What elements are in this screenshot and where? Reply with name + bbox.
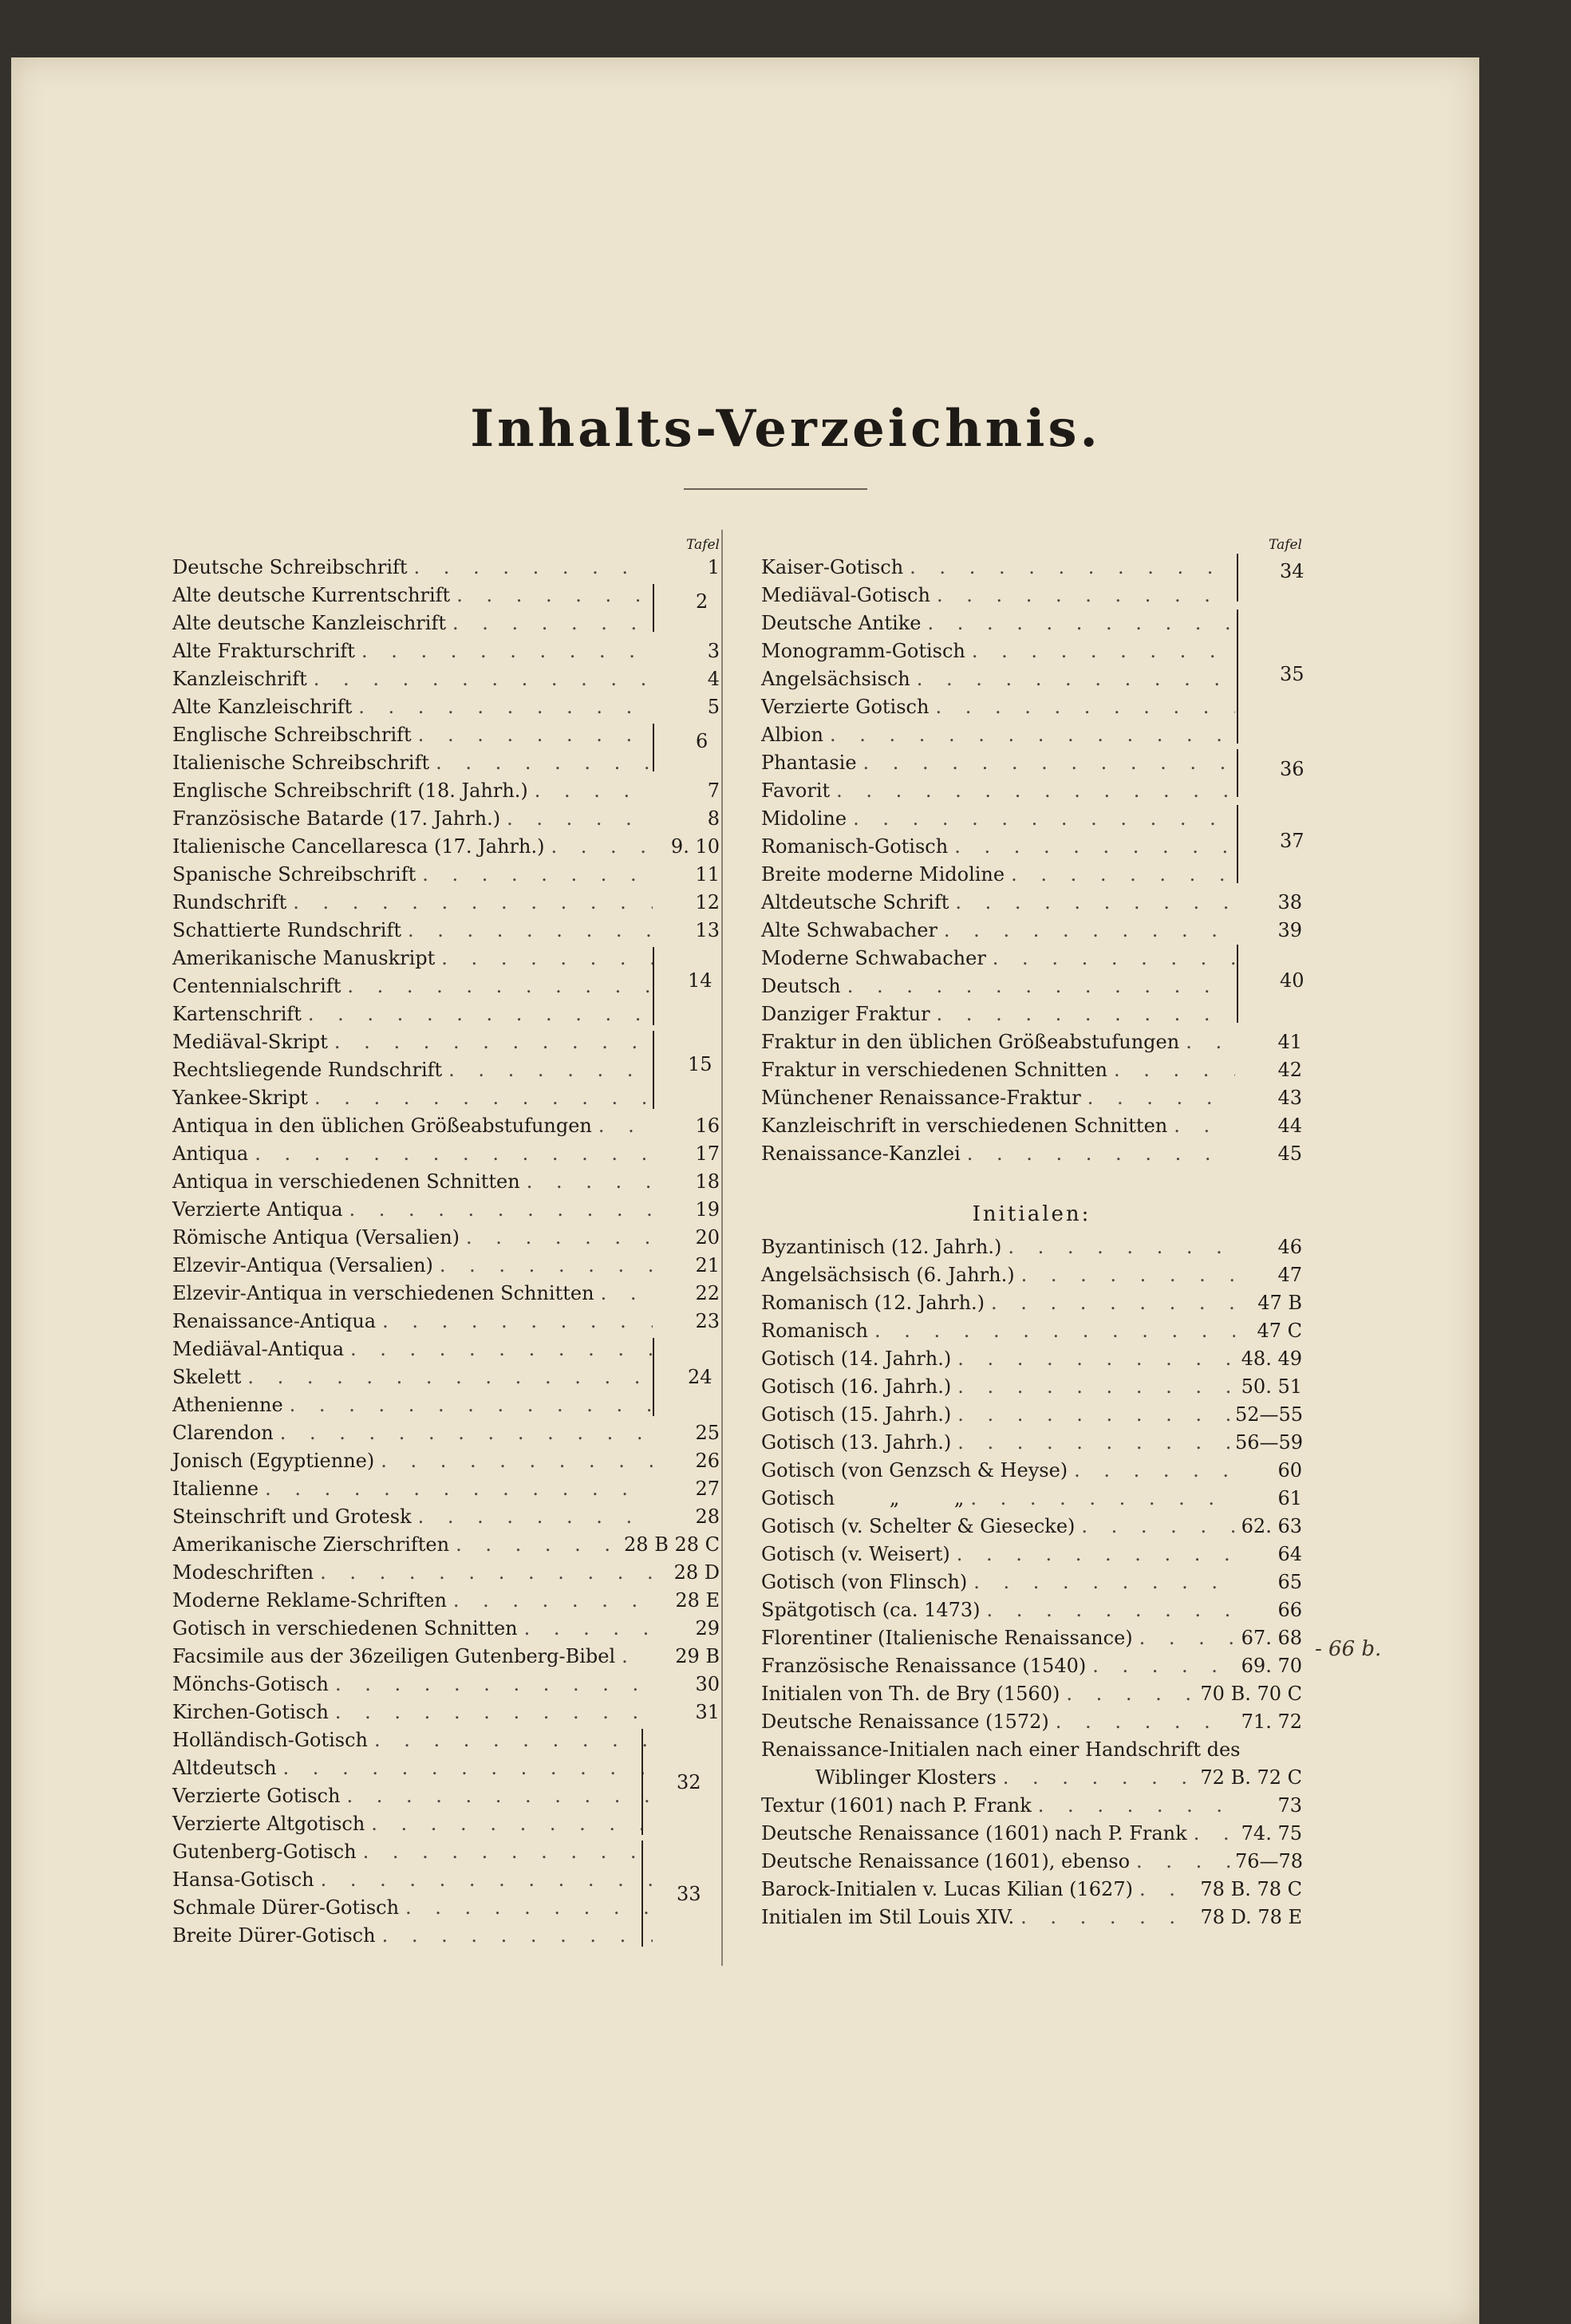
- toc-entry: Amerikanische Manuskript . . .: [172, 945, 720, 973]
- right-column: [761, 536, 1302, 1931]
- toc-entry: Spanische Schreibschrift . . . 11: [172, 861, 720, 889]
- group-plate-number: 35: [1280, 663, 1305, 685]
- toc-entry: Gotisch (16. Jahrh.) . . . 50. 51: [761, 1373, 1302, 1401]
- group-brace: [645, 584, 654, 632]
- toc-entry: Phantasie . . .: [761, 749, 1302, 777]
- toc-entry: Deutsche Renaissance (1572) . . . 71. 72: [761, 1708, 1302, 1736]
- initials-heading: Initialen:: [972, 1202, 1091, 1226]
- toc-entry: Hansa-Gotisch . . .: [172, 1866, 720, 1894]
- toc-entry: Deutsche Antike . . .: [761, 610, 1302, 637]
- toc-entry: Mediäval-Gotisch . . .: [761, 582, 1302, 610]
- toc-entry: Monogramm-Gotisch . . .: [761, 637, 1302, 665]
- group-brace: [634, 1729, 643, 1835]
- toc-entry: Midoline . . .: [761, 805, 1302, 833]
- toc-entry: Mediäval-Skript . . .: [172, 1028, 720, 1056]
- title-rule: [684, 488, 867, 490]
- toc-entry: Gotisch (von Genzsch & Heyse) . . . 60: [761, 1457, 1302, 1485]
- toc-entry: Römische Antiqua (Versalien) . . . 20: [172, 1224, 720, 1252]
- toc-entry: Gotisch (v. Schelter & Giesecke) . . . 62. 63: [761, 1513, 1302, 1541]
- toc-entry: Fraktur in verschiedenen Schnitten . . . 42: [761, 1056, 1302, 1084]
- toc-entry: Antiqua in den üblichen Größeabstufungen . . . 16: [172, 1112, 720, 1140]
- toc-entry: Antiqua in verschiedenen Schnitten . . . 18: [172, 1168, 720, 1196]
- toc-entry: Romanisch (12. Jahrh.) . . . 47 B: [761, 1289, 1302, 1317]
- toc-entry: Albion . . .: [761, 721, 1302, 749]
- toc-entry: Elzevir-Antiqua (Versalien) . . . 21: [172, 1252, 720, 1280]
- group-brace: [1229, 805, 1238, 883]
- toc-entry: Münchener Renaissance-Fraktur . . . 43: [761, 1084, 1302, 1112]
- group-brace: [645, 724, 654, 771]
- group-brace: [1229, 945, 1238, 1023]
- toc-entry: Facsimile aus der 36zeiligen Gutenberg-Bibel . . . 29 B: [172, 1643, 720, 1671]
- toc-entry: Renaissance-Kanzlei . . . 45: [761, 1140, 1302, 1168]
- toc-entry: Rechtsliegende Rundschrift . . .: [172, 1056, 720, 1084]
- toc-entry: Verzierte Altgotisch . . .: [172, 1810, 720, 1838]
- toc-entry: Schmale Dürer-Gotisch . . .: [172, 1894, 720, 1922]
- toc-entry: Italienne . . . 27: [172, 1475, 720, 1503]
- toc-entry: Angelsächsisch . . .: [761, 665, 1302, 693]
- toc-entry: Clarendon . . . 25: [172, 1419, 720, 1447]
- toc-entry: Deutsche Renaissance (1601) nach P. Frank . . . 74. 75: [761, 1820, 1302, 1848]
- toc-entry: Alte Kanzleischrift . . . 5: [172, 693, 720, 721]
- toc-entry: Gotisch (13. Jahrh.) . . . 56—59: [761, 1429, 1302, 1457]
- toc-entry: Initialen im Stil Louis XIV. . . . 78 D. 78 E: [761, 1904, 1302, 1931]
- toc-entry: Italienische Cancellaresca (17. Jahrh.) . . . 9. 10: [172, 833, 720, 861]
- group-plate-number: 37: [1280, 830, 1305, 852]
- group-brace: [1229, 554, 1238, 602]
- toc-entry: Alte Frakturschrift . . . 3: [172, 637, 720, 665]
- toc-entry: Byzantinisch (12. Jahrh.) . . . 46: [761, 1233, 1302, 1261]
- group-brace: [1229, 610, 1238, 744]
- group-plate-number: 33: [677, 1883, 701, 1905]
- toc-entry: Kartenschrift . . .: [172, 1000, 720, 1028]
- toc-entry: Gotisch in verschiedenen Schnitten . . . 29: [172, 1615, 720, 1643]
- toc-entry: Florentiner (Italienische Renaissance) . . . 67. 68: [761, 1624, 1302, 1652]
- toc-entry: Französische Renaissance (1540) . . . 69. 70: [761, 1652, 1302, 1680]
- toc-entry: Steinschrift und Grotesk . . . 28: [172, 1503, 720, 1531]
- toc-entry: Kirchen-Gotisch . . . 31: [172, 1699, 720, 1726]
- toc-entry: Moderne Schwabacher . . .: [761, 945, 1302, 973]
- toc-entry: Gotisch „ „ . . . 61: [761, 1485, 1302, 1513]
- group-brace: [645, 1031, 654, 1109]
- toc-entry: Rundschrift . . . 12: [172, 889, 720, 917]
- toc-entry: Athenienne . . .: [172, 1391, 720, 1419]
- toc-entry: Altdeutsche Schrift . . . 38: [761, 889, 1302, 917]
- toc-entry: Centennialschrift . . .: [172, 973, 720, 1000]
- toc-entry: Skelett . . .: [172, 1363, 720, 1391]
- toc-entry: Romanisch-Gotisch . . .: [761, 833, 1302, 861]
- toc-entry: Spätgotisch (ca. 1473) . . . 66: [761, 1596, 1302, 1624]
- toc-entry: Elzevir-Antiqua in verschiedenen Schnitten . . . 22: [172, 1280, 720, 1308]
- group-plate-number: 40: [1280, 969, 1305, 992]
- group-plate-number: 2: [696, 590, 709, 613]
- column-divider: [721, 530, 723, 1966]
- toc-entry: Gotisch (14. Jahrh.) . . . 48. 49: [761, 1345, 1302, 1373]
- group-plate-number: 32: [677, 1771, 701, 1793]
- group-plate-number: 15: [688, 1053, 712, 1075]
- toc-entry: Verzierte Gotisch . . .: [761, 693, 1302, 721]
- toc-entry: Gotisch (15. Jahrh.) . . . 52—55: [761, 1401, 1302, 1429]
- toc-entry: Moderne Reklame-Schriften . . . 28 E: [172, 1587, 720, 1615]
- toc-entry: Kanzleischrift in verschiedenen Schnitten . . . 44: [761, 1112, 1302, 1140]
- toc-entry: Breite moderne Midoline . . .: [761, 861, 1302, 889]
- toc-entry: Holländisch-Gotisch . . .: [172, 1726, 720, 1754]
- toc-entry: Kaiser-Gotisch . . .: [761, 554, 1302, 582]
- toc-entry: Renaissance-Initialen nach einer Handschrift des: [761, 1738, 1241, 1761]
- group-plate-number: 34: [1280, 560, 1305, 582]
- toc-entry: Jonisch (Egyptienne) . . . 26: [172, 1447, 720, 1475]
- toc-entry: Mönchs-Gotisch . . . 30: [172, 1671, 720, 1699]
- toc-entry: Altdeutsch . . .: [172, 1754, 720, 1782]
- toc-entry: Schattierte Rundschrift . . . 13: [172, 917, 720, 945]
- toc-entry: Deutsch . . .: [761, 973, 1302, 1000]
- group-plate-number: 36: [1280, 758, 1305, 780]
- toc-entry: Barock-Initialen v. Lucas Kilian (1627) . . . 78 B. 78 C: [761, 1876, 1302, 1904]
- toc-entry: Verzierte Antiqua . . . 19: [172, 1196, 720, 1224]
- group-brace: [634, 1841, 643, 1947]
- plate-header: Tafel: [1269, 537, 1302, 553]
- toc-entry: Romanisch . . . 47 C: [761, 1317, 1302, 1345]
- toc-entry: Angelsächsisch (6. Jahrh.) . . . 47: [761, 1261, 1302, 1289]
- toc-entry: Italienische Schreibschrift . . .: [172, 749, 720, 777]
- toc-entry: Gotisch (von Flinsch) . . . 65: [761, 1568, 1302, 1596]
- toc-entry: Deutsche Renaissance (1601), ebenso . . . 76—78: [761, 1848, 1302, 1876]
- toc-entry: Alte deutsche Kanzleischrift . . .: [172, 610, 720, 637]
- toc-entry: Initialen von Th. de Bry (1560) . . . 70 B. 70 C: [761, 1680, 1302, 1708]
- toc-entry: Breite Dürer-Gotisch . . .: [172, 1922, 720, 1950]
- toc-entry: Textur (1601) nach P. Frank . . . 73: [761, 1792, 1302, 1820]
- toc-entry: Modeschriften . . . 28 D: [172, 1559, 720, 1587]
- toc-entry: Favorit . . .: [761, 777, 1302, 805]
- toc-entry: Alte deutsche Kurrentschrift . . .: [172, 582, 720, 610]
- toc-entry: Alte Schwabacher . . . 39: [761, 917, 1302, 945]
- toc-entry: Fraktur in den üblichen Größeabstufungen . . . 41: [761, 1028, 1302, 1056]
- plate-header: Tafel: [686, 537, 720, 553]
- group-plate-number: 6: [696, 730, 709, 752]
- toc-entry: Gutenberg-Gotisch . . .: [172, 1838, 720, 1866]
- toc-entry: Yankee-Skript . . .: [172, 1084, 720, 1112]
- toc-entry: Renaissance-Antiqua . . . 23: [172, 1308, 720, 1336]
- group-brace: [1229, 749, 1238, 797]
- toc-entry: Englische Schreibschrift . . .: [172, 721, 720, 749]
- toc-entry: Englische Schreibschrift (18. Jahrh.) . . . 7: [172, 777, 720, 805]
- toc-entry: Antiqua . . . 17: [172, 1140, 720, 1168]
- group-plate-number: 14: [688, 969, 712, 992]
- group-brace: [645, 947, 654, 1025]
- toc-entry: Gotisch (v. Weisert) . . . 64: [761, 1541, 1302, 1568]
- toc-entry: Danziger Fraktur . . .: [761, 1000, 1302, 1028]
- toc-entry: Amerikanische Zierschriften . . . 28 B 28 C: [172, 1531, 720, 1559]
- toc-entry: Französische Batarde (17. Jahrh.) . . . 8: [172, 805, 720, 833]
- page-title: Inhalts-Verzeichnis.: [470, 399, 1101, 459]
- toc-entry: Mediäval-Antiqua . . .: [172, 1336, 720, 1363]
- group-plate-number: 24: [688, 1366, 712, 1388]
- toc-entry: Verzierte Gotisch . . .: [172, 1782, 720, 1810]
- handwritten-margin-note: - 66 b.: [1315, 1637, 1382, 1661]
- toc-entry: Kanzleischrift . . . 4: [172, 665, 720, 693]
- toc-entry: Wiblinger Klosters . . . 72 B. 72 C: [761, 1764, 1302, 1792]
- toc-entry: Deutsche Schreibschrift . . . 1: [172, 554, 720, 582]
- group-brace: [645, 1338, 654, 1416]
